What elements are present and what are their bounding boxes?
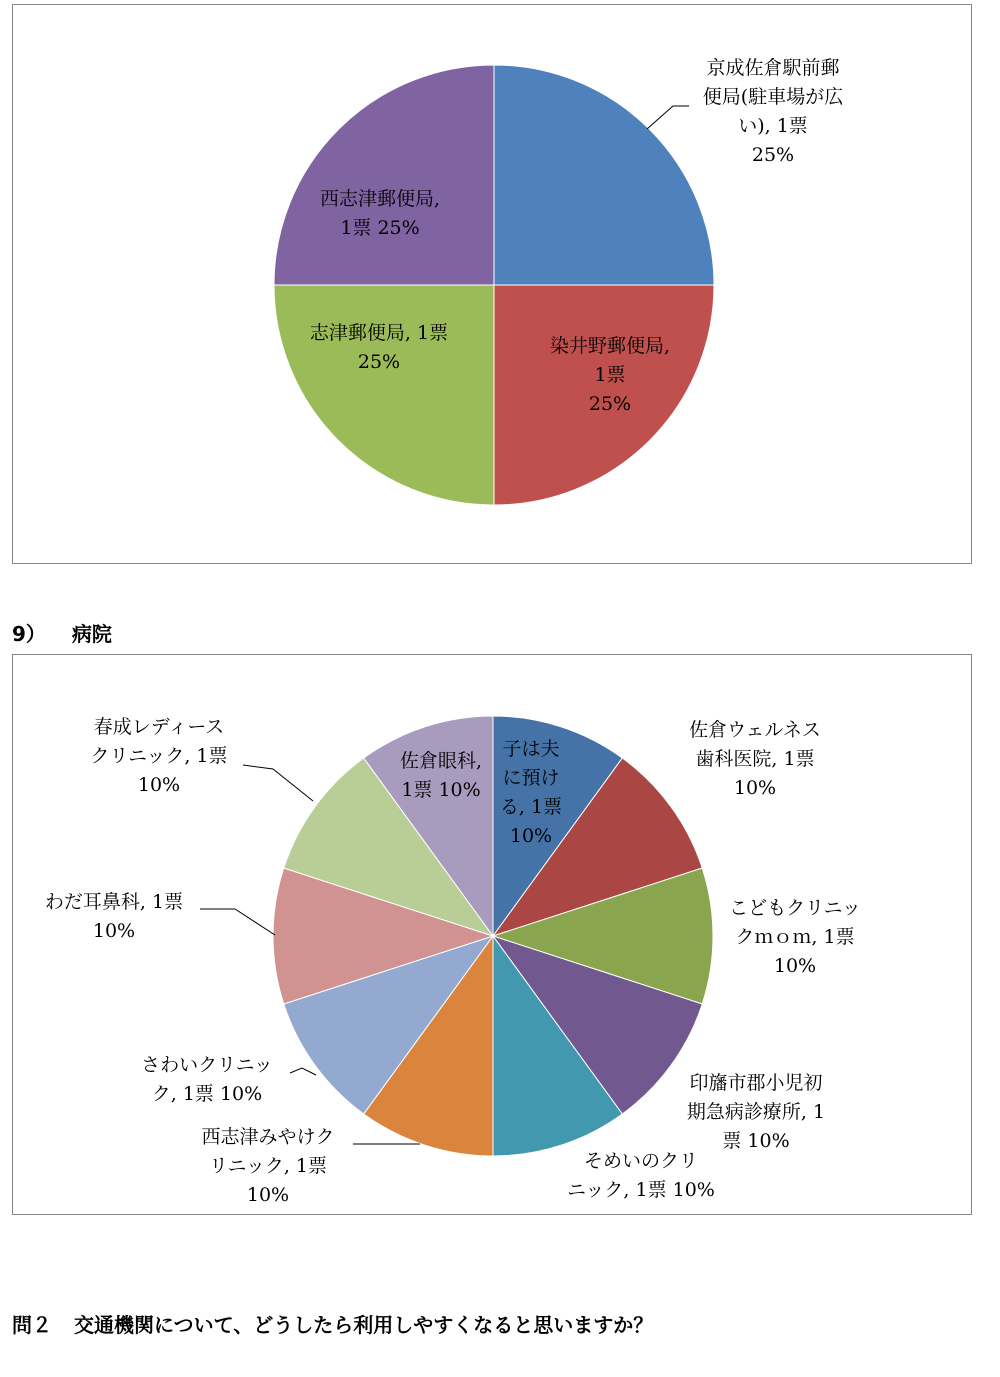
pie2-leader-line-7: [200, 909, 275, 935]
post-office-pie-svg: [13, 5, 973, 565]
section-title: 病院: [71, 622, 112, 646]
pie1-slice-2: [274, 285, 494, 505]
pie2-label-9: 佐倉眼科, 1票 10%: [399, 750, 483, 801]
section-heading-hospital: [12, 618, 112, 647]
pie2-label-7: わだ耳鼻科, 1票 10%: [44, 891, 184, 942]
pie1-label-3: 西志津郵便局, 1票 25%: [319, 188, 441, 239]
question-2-heading: [12, 1309, 653, 1338]
pie2-label-5: 西志津みやけクリニック, 1票 10%: [201, 1126, 335, 1206]
post-office-pie-chart: [12, 4, 972, 564]
pie1-label-0: 京成佐倉駅前郵便局(駐車場が広い), 1票 25%: [702, 57, 844, 166]
pie1-slice-3: [274, 65, 494, 285]
hospital-pie-svg: [13, 655, 973, 1216]
pie1-slice-0: [494, 65, 714, 285]
pie1-leader-line-0: [647, 106, 689, 129]
question-text: 交通機関について、どうしたら利用しやすくなると思いますか？: [74, 1313, 654, 1337]
pie2-label-0: 子は夫に預ける, 1票 10%: [499, 738, 563, 847]
pie1-label-2: 志津郵便局, 1票 25%: [309, 322, 449, 373]
pie2-label-6: さわいクリニック, 1票 10%: [141, 1054, 273, 1105]
section-number: 9）: [12, 622, 46, 646]
pie2-label-1: 佐倉ウェルネス歯科医院, 1票 10%: [689, 719, 821, 799]
pie2-leader-line-8: [243, 765, 313, 801]
pie2-leader-line-6: [290, 1068, 316, 1075]
hospital-pie-chart: [12, 654, 972, 1215]
pie2-label-4: そめいのクリニック, 1票 10%: [567, 1150, 715, 1201]
pie1-label-1: 染井野郵便局, 1票 25%: [549, 335, 671, 415]
pie2-label-3: 印旛市郡小児初期急病診療所, 1 票 10%: [686, 1072, 826, 1152]
pie2-label-2: こどもクリニックｍｏｍ, 1票 10%: [729, 897, 861, 977]
question-number: 問２: [12, 1313, 52, 1337]
pie2-label-8: 春成レディースクリニック, 1票 10%: [90, 716, 228, 796]
